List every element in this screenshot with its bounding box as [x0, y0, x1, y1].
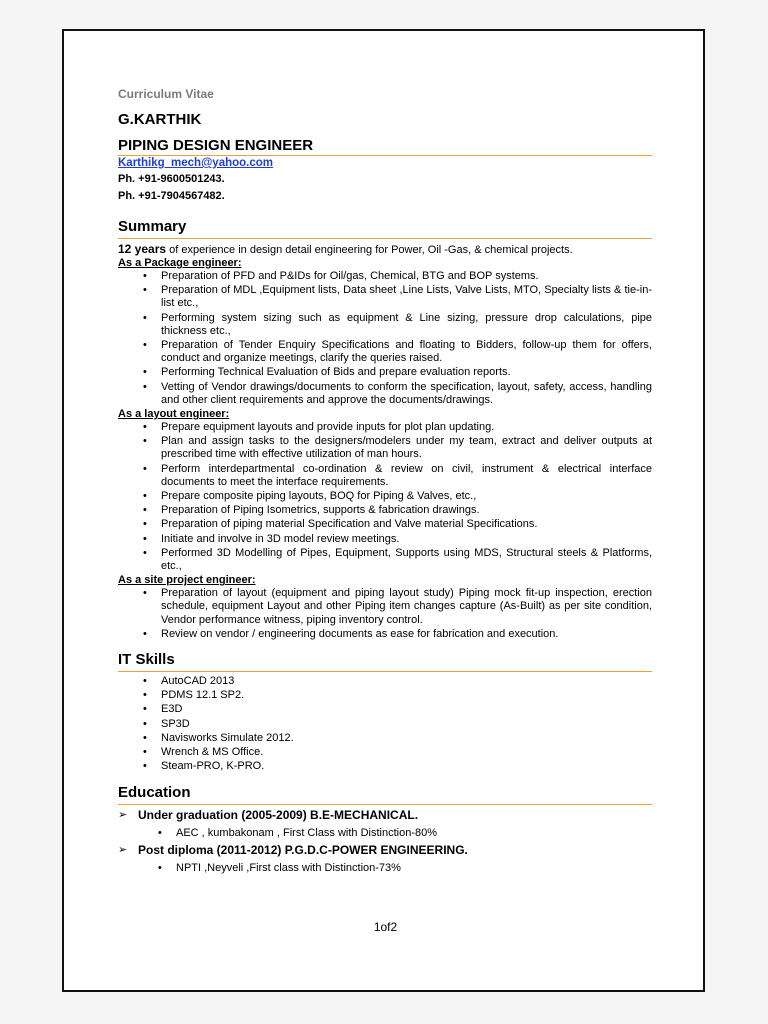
bullet-icon: • [143, 689, 147, 702]
education-degree: Under graduation (2005-2009) B.E-MECHANICAL. [138, 807, 419, 822]
bullet-icon: • [158, 826, 162, 839]
bullet-icon: • [143, 462, 147, 475]
list-item-text: Preparation of Piping Isometrics, supports & fabrication drawings. [161, 504, 480, 517]
skill-item [143, 746, 652, 759]
skill-item [143, 689, 652, 702]
bullet-icon: • [143, 284, 147, 297]
list-item [143, 518, 652, 531]
list-item [158, 827, 652, 840]
list-item [143, 435, 652, 461]
list-item-text: Perform interdepartmental co-ordination & review on civil, instrument & electrical interface documents to meet the interface requirements. [161, 462, 652, 488]
page-number: 1of2 [373, 920, 398, 934]
bullet-icon: • [143, 270, 147, 282]
bullet-icon: • [143, 760, 147, 773]
summary-intro-text: of experience in design detail engineering for Power, Oil -Gas, & chemical projects. [166, 244, 573, 256]
list-item-text: Preparation of Tender Enquiry Specifications and floating to Bidders, follow-up them for offers, conduct and organize meetings, clarify the queries raised. [161, 339, 652, 365]
list-item [143, 366, 652, 379]
layout-engineer-heading: As a layout engineer: [118, 408, 230, 421]
list-item-text: Preparation of layout (equipment and piping layout study) Piping mock fit-up inspection, erection schedule, equipment Layout and other Piping item changes capture (As-Built) as per site condition, Vendor performance witness, piping inventory control. [161, 587, 652, 626]
list-item [143, 533, 652, 546]
list-item-text: Performing Technical Evaluation of Bids and prepare evaluation reports. [161, 366, 511, 379]
list-item [143, 504, 652, 517]
education-entry [118, 843, 652, 858]
list-item-text: Preparation of PFD and P&IDs for Oil/gas, Chemical, BTG and BOP systems. [161, 270, 539, 282]
list-item [143, 284, 652, 310]
bullet-icon: • [143, 703, 147, 716]
list-item-text: Plan and assign tasks to the designers/modelers under my team, extract and deliver outputs at prescribed time with effective utilization of man hours. [161, 435, 652, 461]
skill-item [143, 760, 652, 773]
bullet-icon: • [143, 518, 147, 531]
list-item [143, 312, 652, 338]
list-item-text: Performed 3D Modelling of Pipes, Equipment, Supports using MDS, Structural steels & Platforms, etc., [161, 546, 652, 573]
list-item [143, 547, 652, 573]
doc-label: Curriculum Vitae [118, 87, 214, 101]
skill-item [143, 675, 652, 688]
list-item [158, 862, 652, 875]
bullet-icon: • [143, 339, 147, 352]
list-item [143, 381, 652, 407]
skill-text: SP3D [161, 717, 190, 730]
bullet-icon: • [143, 627, 147, 640]
skill-item [143, 703, 652, 716]
phone-1: Ph. +91-9600501243. [118, 173, 225, 185]
bullet-icon: • [143, 731, 147, 744]
document-page [62, 29, 705, 992]
skill-item [143, 718, 652, 731]
bullet-icon: • [143, 504, 147, 517]
education-heading: Education [118, 784, 652, 805]
education-detail: AEC , kumbakonam , First Class with Distinction-80% [176, 826, 438, 839]
bullet-icon: • [143, 546, 147, 559]
site-engineer-list [118, 587, 652, 641]
email-link[interactable]: Karthikg_mech@yahoo.com [118, 157, 274, 169]
list-item-text: Review on vendor / engineering documents as ease for fabrication and execution. [161, 627, 559, 640]
it-skills-list [118, 675, 652, 773]
list-item [143, 270, 652, 283]
bullet-icon: • [143, 366, 147, 379]
bullet-icon: • [143, 421, 147, 434]
skill-item [143, 732, 652, 745]
package-engineer-heading: As a Package engineer: [118, 257, 242, 269]
summary-heading: Summary [118, 218, 652, 239]
education-entry [118, 808, 652, 823]
list-item-text: Performing system sizing such as equipment & Line sizing, pressure drop calculations, pipe thickness etc., [161, 311, 652, 337]
it-skills-heading: IT Skills [118, 651, 652, 672]
list-item-text: Prepare composite piping layouts, BOQ for Piping & Valves, etc., [161, 490, 477, 503]
list-item-text: Preparation of piping material Specification and Valve material Specifications. [161, 518, 538, 531]
list-item [143, 628, 652, 641]
layout-engineer-list [118, 421, 652, 573]
summary-intro-years: 12 years [118, 242, 167, 256]
summary-intro [118, 242, 652, 257]
bullet-icon: • [143, 675, 147, 688]
list-item-text: Initiate and involve in 3D model review meetings. [161, 532, 400, 545]
skill-text: Wrench & MS Office. [161, 746, 264, 759]
bullet-icon: • [143, 587, 147, 600]
education-detail-list [118, 862, 652, 875]
bullet-icon: • [143, 717, 147, 730]
list-item [143, 421, 652, 434]
arrow-bullet-icon: ➢ [118, 843, 128, 856]
list-item-text: Vetting of Vendor drawings/documents to conform the specification, layout, safety, access, handling and other client requirements and approve the documents/drawings. [161, 380, 652, 406]
education-degree: Post diploma (2011-2012) P.G.D.C-POWER ENGINEERING. [138, 842, 468, 857]
bullet-icon: • [143, 490, 147, 503]
list-item-text: Preparation of MDL ,Equipment lists, Data sheet ,Line Lists, Valve Lists, MTO, Specialty lists & tie-in-list etc., [161, 284, 652, 310]
list-item [143, 490, 652, 503]
arrow-bullet-icon: ➢ [118, 808, 128, 821]
education-detail: NPTI ,Neyveli ,First class with Distinction-73% [176, 861, 401, 874]
bullet-icon: • [143, 380, 147, 393]
package-engineer-list [118, 270, 652, 407]
skill-text: Navisworks Simulate 2012. [161, 731, 294, 744]
bullet-icon: • [158, 861, 162, 874]
bullet-icon: • [143, 532, 147, 545]
document-content [118, 87, 652, 876]
list-item-text: Prepare equipment layouts and provide inputs for plot plan updating. [161, 421, 495, 434]
list-item [143, 463, 652, 489]
job-title: PIPING DESIGN ENGINEER [118, 137, 652, 156]
site-engineer-heading: As a site project engineer: [118, 574, 256, 587]
skill-text: E3D [161, 703, 183, 716]
phone-2: Ph. +91-7904567482. [118, 190, 225, 202]
candidate-name: G.KARTHIK [118, 111, 202, 128]
bullet-icon: • [143, 435, 147, 448]
skill-text: Steam-PRO, K-PRO. [161, 760, 265, 773]
bullet-icon: • [143, 311, 147, 324]
list-item [143, 587, 652, 627]
skill-text: AutoCAD 2013 [161, 675, 235, 688]
bullet-icon: • [143, 746, 147, 759]
skill-text: PDMS 12.1 SP2. [161, 689, 245, 702]
education-detail-list [118, 827, 652, 840]
list-item [143, 339, 652, 365]
